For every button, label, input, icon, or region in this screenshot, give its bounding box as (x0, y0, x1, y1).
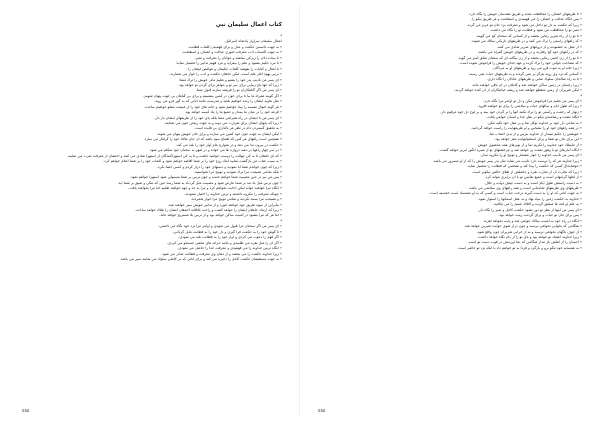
verse-line: ٭ هر گونه اموال نفيسه را پيدا خواهيم نمود و خانه هاي خود را از غنيمت مملو خواهيم ساخت. (143, 104, 282, 109)
verse-line: ٭ احسان را از اهلش باز مدار هنگامي كه بجا آوردنش در قوت دست تو است. (467, 240, 582, 245)
verse-line: * (280, 218, 282, 223)
verse-line: * (580, 93, 582, 98)
verse-line: ٭ ترس يهوه آغاز علم است، ليكن جاهلان حكمت و ادب را خوار مي شمارند. (169, 72, 282, 77)
verse-line: ٭ تا طريقهاي انصاف را محافظت نمايد و طريق مقدسان خويش را نگاه دارد. (468, 12, 582, 16)
verse-line: ٭ چون ترس مثل باد تند بر شما عارض شود و مصيبت مثل گردباد به شما رسد حين كه تنگي و ضيق بر شما آيد. (117, 180, 282, 185)
verse-line: ٭ اي پسر من تعليم مرا فراموش مكن و دل تو اوامر مرا نگاه دارد. (483, 99, 582, 103)
verse-line: ٭ زيرا كه طول ايام و سالهاي حيات و سلامتي را براي تو خواهند افزود. (477, 104, 582, 109)
right-page-number: ٥٥٥ (318, 409, 326, 414)
verse-line: ٭ كساني كه نزد وي روند هرگز بر نمي گردند و به طريقهاي حيات نمي رسند. (468, 71, 582, 76)
verse-line: * (280, 34, 282, 38)
verse-line: ٭ به علم او لجه ها منشق گرديد و افلاك شبنم را مي چكانيد. (492, 202, 582, 207)
verse-line: ٭ حكمت در بيرون ندا مي دهد و در شوارع عام آواز خود را بلند مي كند. (175, 142, 282, 147)
verse-line: ٭ به همسايه خود مگو برو و بازگرد و فردا به تو خواهم داد با آنكه نزد تو حاضر است. (457, 245, 582, 250)
verse-line: ٭ زيرا كه تجارت آن از تجارت نقره و حاصلش از طلاي خالص نيكوتر است. (471, 169, 582, 174)
verse-line: ٭ تا امثال و كنايات را بفهمند كلمات حكيمان و غوامض ايشان را. (186, 66, 282, 71)
verse-line: ٭ قرعه خود را در ميان ما بينداز و جميع ما را يك كيسه خواهد بود. (184, 110, 282, 115)
verse-line: ٭ و نصيحت مرا پسند نكردند و تمامي توبيخ مرا خوار شمردند. (190, 197, 282, 202)
verse-line: ٭ تا به راه صالحان سلوك نمايي و طريقهاي عادلان را نگاه داري. (486, 77, 582, 82)
verse-line: ٭ ليكن شريران از زمين منقطع خواهند شد و ريشه خيانتكاران از آن كنده خواهد گرديد. (453, 88, 582, 93)
verse-line: ٭ تا تو را از راه شرير رهايي بخشد و از كساني كه سخنان كج مي گويند. (475, 33, 582, 38)
verse-line: ٭ آنگاه ترس خداوند را مي فهميدي و معرفت خدا را حاصل مي نمودي. (177, 246, 282, 251)
verse-line: ٭ كه راههاي راستي را ترك مي كنند و در طريقهاي تاريكي سالك مي شوند. (470, 39, 582, 44)
verse-line: ٭ بلكه تمامي نصيحت مرا ترك نموديد و توبيخ مرا نخواستيد. (193, 169, 282, 174)
verse-line: ٭ آنگاه مرا خواهند خواند ليكن اجابت نخواهم كرد و مرا به جد و جهد خواهند طلبيد اما مرا نخواهند يافت. (128, 186, 282, 191)
verse-line: ٭ زيرا راستان در زمين ساكن خواهند شد و كاملان در آن باقي خواهند ماند. (471, 82, 582, 87)
verse-line: ٭ طريقهاي وي طريقهاي شادماني است و همه راههاي وي سلامتي مي باشد. (468, 186, 582, 190)
verse-line: ٭ زيرا خداوند اعتماد تو خواهد بود و پاي تو را از دام نگاه خواهد داشت. (477, 234, 582, 239)
verse-line: ٭ به تحقيق گستردن دام در نظر هر بالداري بي فايده است. (194, 126, 282, 131)
verse-line: ٭ به جهت آناني كه او را به دست گيرند درخت حيات است و كسي كه به او متمسك است خجسته است. (429, 191, 582, 196)
verse-line: ٭ اما هر كه مرا بشنود در امنيت ساكن خواهد بود و از ترس بلا مستريح خواهد ماند. (159, 213, 282, 218)
verse-line: ٭ به سبب عتاب من بازگشت نماييد اينك روح خود را بر شما افاضه خواهم نمود و كلمات خود را بر شما اعلام خواهم كرد. (103, 159, 282, 164)
verse-line: ٭ اي پسر من اينها از نظر تو دور نشود حكمت كامل و تميز را نگاه دار. (477, 207, 582, 212)
verse-line: ٭ تا ساده دلان را زيركي ببخشد و جوانان را معرفت و تميز. (194, 55, 282, 60)
verse-line: ٭ خداوند به حكمت زمين را بنياد نهاد و به عقل آسمانها را استوار نمود. (477, 196, 582, 201)
verse-line: ٭ مثل هاويه ايشان را زنده خواهيم بلعيد و تندرست مانند آناني كه به گور فرو مي روند. (153, 99, 282, 104)
verse-line: ٭ اگر فهم را دعوت مي كردي و آواز خود را به فطانت بلند مي نمودي، (178, 235, 282, 240)
verse-line: ٭ به تمامي دل خود بر خداوند توكل نما و بر عقل خود تكيه مكن. (487, 120, 582, 125)
verse-line: ٭ پس من نيز در حين مصيبت شما خواهم خنديد و چون ترس بر شما مستولي شود استهزا خواهم نمود. (129, 175, 282, 180)
verse-line: ٭ در سر چهار راهها در دهنه دروازه ها مي خواند و در شهر به سخنان خود متكلم مي شود. (148, 148, 282, 153)
verse-line: ٭ زيرا خداوند حكمت را مي بخشد و از دهان وي معرفت و فطانت صادر مي شود. (161, 251, 282, 256)
verse-line: ٭ تميز تو را محافظت مي نمود و فطانت تو را نگاه مي داشت. (489, 28, 582, 33)
verse-line: اعمال سليمان سراوار پادشاه اسرائيل. (224, 39, 282, 44)
verse-line: ٭ به دست راستش طول ايام است و به دست چپش دولت و جلال. (484, 180, 582, 185)
verse-line: ٭ به جهت مستقيمان حكمت كامل را ذخيره مي كند و براي آناني كه در كاملي سلوك مي نمايند سپر مي باشد. (119, 256, 282, 261)
verse-line: ٭ اين براي ناف تو شفا و براي استخوانهايت مغز خواهد بود. (494, 137, 582, 142)
right-page-text (318, 12, 582, 251)
left-page-text (22, 34, 282, 262)
verse-line: ٭ پس آنگاه عدالت و انصاف را مي فهميدي و استقامت و هر طريق نيكو را. (470, 17, 582, 22)
verse-line: ٭ به جهت دانستن حكمت و عدل و براي فهميدن كلمات فطانت. (187, 44, 282, 49)
verse-line: ٭ اي پسر من اگر گناهكاران تو را فريفته سازند قبول منما. (195, 88, 282, 93)
verse-line: ٭ خويشتن را حكيم مپندار از خداوند بترس و از بدي اجتناب نما. (488, 131, 582, 136)
chapter-title: كتاب اعمال سليمان نبي (215, 22, 282, 28)
verse-line: ٭ آنگاه نعمت و رضامندي نيكو در نظر خدا و انسان خواهي يافت. (486, 115, 582, 120)
verse-line: ٭ بنابراين از ميوه طريق خود خواهند خورد و از تدابير خويش سير خواهند شد. (167, 202, 282, 207)
verse-line: ٭ زيرا خانه او به موت فرو مي رود و طريقهاي او به مردگان. (492, 66, 582, 71)
verse-line: ٭ اي پسر من با ايشان در راه همراهي منما بلكه پاي خود را از طريقهاي ايشان باز دار. (154, 115, 282, 120)
verse-line: ٭ زيرا كه ارتداد جاهلان ايشان را خواهد كشت و راحت غافلانه احمقان ايشان را هلاك خواهد ساخت. (134, 208, 282, 212)
verse-line: ٭ زنهار كه رحمت و راستي تو را ترك نكنند آنها را بر گردن خود ببند و بر لوح دل خود مرقوم دار. (440, 109, 582, 114)
verse-line: ٭ زيرا خداوند هر كه را دوست دارد تأديب مي نمايد مثل پدر پسر خويش را كه از او مسرور مي باشد. (432, 158, 582, 163)
verse-line: ٭ پس براي جان تو حيات و براي گردنت زينت خواهد بود. (498, 213, 582, 218)
verse-line: ٭ اگر آن را مثل نقره مي طلبيدي و مانند خزانه هاي مخفي جستجو مي كردي، (166, 240, 282, 245)
verse-line: ٭ از لعلها گرانبهاتر است و جميع نفايس تو با آن برابري نتواند كرد. (484, 175, 582, 180)
verse-line: ٭ آنگاه در راه خود به امنيت سالك خواهي شد و پايت نخواهد لغزيد. (482, 218, 582, 223)
right-page (300, 0, 600, 424)
verse-line: ٭ اي پسر من اگر سخنان مرا قبول مي نمودي و اوامر مرا نزد خود نگاه مي داشتي، (158, 224, 282, 229)
verse-line: ٭ تا تو را از زن اجنبي رهايي بخشد و از زن بيگانه اي كه سخنان تملق آميز مي گويد. (457, 55, 582, 60)
verse-line: ٭ از خوف ناگهان نخواهي ترسيد و نه از خرابي شريران چون واقع شود. (476, 229, 582, 234)
verse-line: ٭ زيرا كه پايهاي ايشان براي شرارت مي دوند و به جهت ريختن خون مي شتابند. (164, 121, 282, 125)
verse-line: ٭ ليكن ايشان به جهت خون خود كمين مي سازند و براي جان خويش پنهان مي شوند. (156, 131, 282, 136)
verse-line: ٭ از عمل بد خشنودند و از دروغهاي شرير شادي مي كنند. (496, 44, 582, 49)
verse-line: ٭ آنگاه انبارهاي تو با وفور نعمت پر خواهد شد و چرخشتهاي تو از شيره انگور لبريز خواهد گشت. (438, 147, 582, 152)
verse-line: ٭ همچنين است راههاي هر كس كه طماع سود باشد كه آن جان مالك خود را گرفتار مي سازد. (143, 137, 282, 142)
verse-line: ٭ هنگامي كه بخوابي نخواهي ترسيد و چون دراز شوي خوابت شيرين خواهد شد. (463, 224, 582, 229)
verse-line: ٭ زيرا كه چون خواندم شما ابا نموديد و دستهاي خود را دراز كردم و كسي اعتنا نكرد. (156, 164, 282, 169)
verse-line: ٭ زيرا كه حكمت به دل تو داخل مي شود و معرفت نزد جان تو عزيز مي گردد. (466, 22, 582, 27)
verse-line: ٭ تا مرد حكيم بشنود و علم را بيفزايد و مرد فهيم تدابير را تحصيل نمايد؛ (175, 61, 282, 66)
verse-line: ٭ كه اي جاهلان تا به كي جهالت را دوست خواهيد داشت و تا به كي استهزاكنندگان از استهزا شادي مي كنند و احمقان از معرفت نفرت مي نمايند. (66, 153, 282, 158)
verse-line: ٭ اي پسر من تأديب پدر خود را بشنو و تعليم مادر خويش را ترك منما؛ (178, 77, 282, 82)
verse-line: ٭ به جهت اكتساب ادب معرفت آموزي عدالت و انصاف و استقامت؛ (181, 50, 282, 55)
verse-line: ٭ اگر گويند همراه ما بيا تا براي خون در كمين بنشينيم و براي بي گناهان بي جهت پنهان شويم. (143, 93, 282, 98)
verse-line: ٭ در همه راههاي خود او را بشناس و او طريقهايت را راست خواهد گردانيد. (471, 126, 582, 131)
verse-line: ٭ چونكه معرفت را مكروه داشتند و ترس خداوند را اختيار ننمودند. (184, 191, 282, 196)
verse-line: ٭ كه در راههاي خود كج رفتارند و در طريقهاي خويش گمراه مي باشند. (477, 50, 582, 55)
verse-line: ٭ خوشابحال كسي كه حكمت را پيدا كند و شخصي كه فطانت را تحصيل نمايد. (466, 164, 582, 169)
verse-line: ٭ كه مصاحب جواني خود را ترك كرده و عهد خداي خويش را فراموش نموده است. (459, 60, 582, 65)
verse-line: ٭ از مايملك خود خداوند را تكريم نما و از نوبرهاي همه محصول خويش. (476, 142, 582, 147)
verse-line: ٭ تا گوش خود را به حكمت فرا گيري و دل خود را به فطانت مايل گرداني، (172, 229, 282, 234)
verse-line: ٭ اي پسر من تأديب خداوند را خوار مشمار و توبيخ او را مكروه مدار. (480, 153, 582, 158)
left-page-number: ٥٥٥ (22, 409, 30, 414)
verse-line: ٭ زيرا كه آنها تاج زيبايي براي سر تو و جواهر براي گردن تو خواهد بود. (178, 82, 282, 87)
